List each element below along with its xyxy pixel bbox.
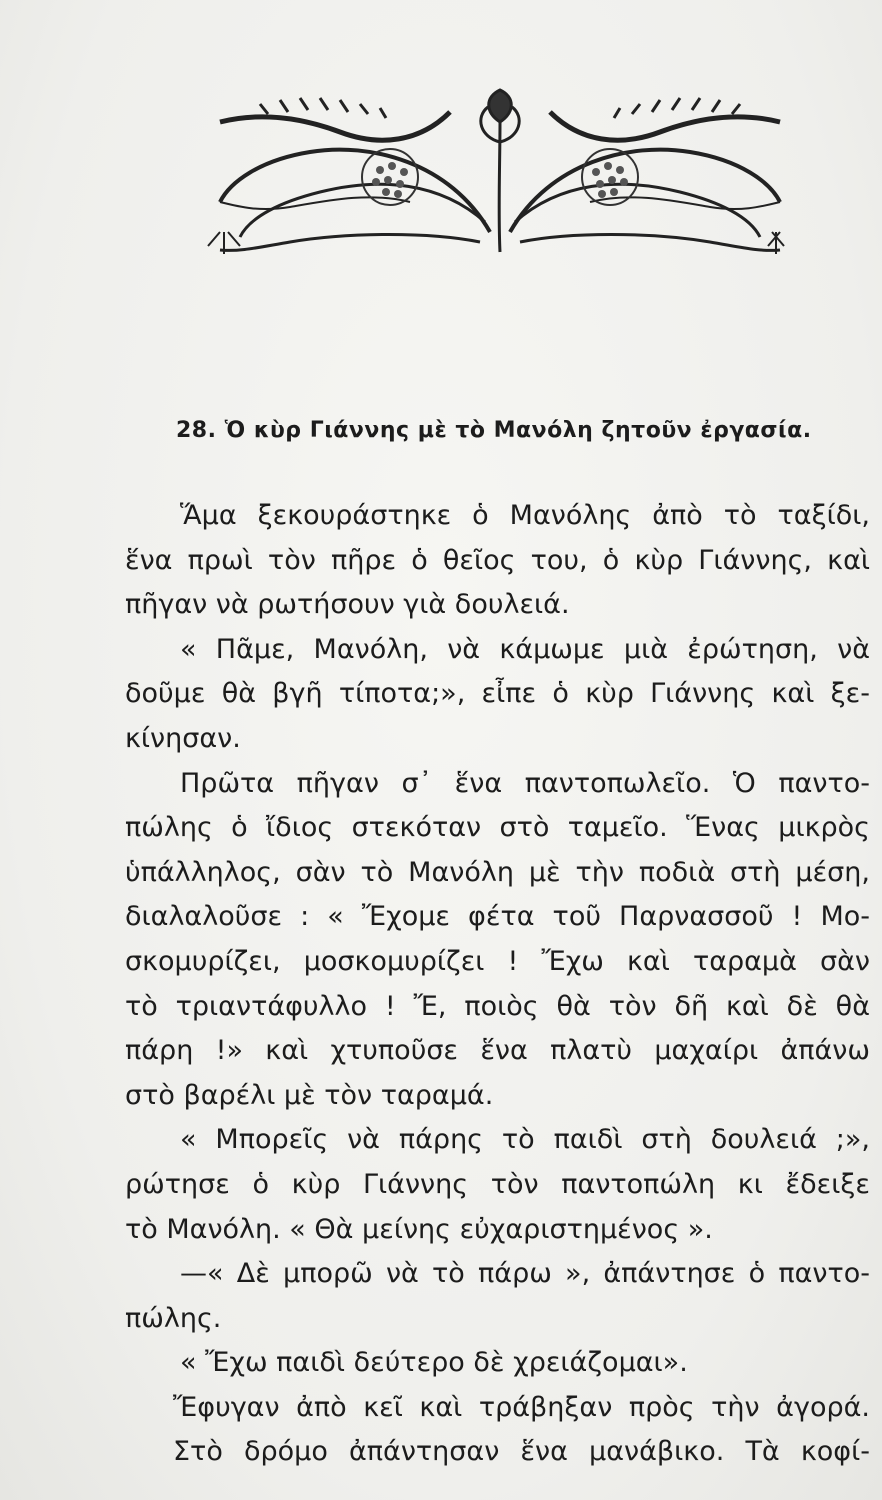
ornamental-headpiece [200, 82, 800, 272]
text-line: δοῦμε θὰ βγῆ τίποτα;», εἶπε ὁ κὺρ Γιάννης καὶ ξε- [125, 678, 870, 710]
text-line: διαλαλοῦσε : « Ἔχομε φέτα τοῦ Παρνασσοῦ ! Μο- [125, 901, 870, 933]
text-line: Ἔφυγαν ἀπὸ κεῖ καὶ τράβηξαν πρὸς τὴν ἀγορά. [173, 1391, 870, 1423]
text-line: πώλης ὁ ἴδιος στεκόταν στὸ ταμεῖο. Ἕνας μικρὸς [125, 812, 870, 844]
text-line: ὑπάλληλος, σὰν τὸ Μανόλη μὲ τὴν ποδιὰ στὴ μέση, [125, 856, 870, 888]
text-line: τὸ Μανόλη. « Θὰ μείνης εὐχαριστημένος ». [125, 1213, 713, 1245]
text-line: « Μπορεῖς νὰ πάρης τὸ παιδὶ στὴ δουλειά ;», [180, 1124, 870, 1156]
section-heading: 28. Ὁ κὺρ Γιάννης μὲ τὸ Μανόλη ζητοῦν ἐργασία. [176, 418, 812, 443]
text-line: —« Δὲ μπορῶ νὰ τὸ πάρω », ἀπάντησε ὁ παντο- [180, 1258, 870, 1290]
text-line: Στὸ δρόμο ἀπάντησαν ἕνα μανάβικο. Τὰ κοφί- [173, 1436, 870, 1468]
text-line: πώλης. [125, 1302, 222, 1334]
text-line: Πρῶτα πῆγαν σ᾽ ἕνα παντοπωλεῖο. Ὁ παντο- [180, 767, 870, 799]
text-line: « Ἔχω παιδὶ δεύτερο δὲ χρειάζομαι». [180, 1347, 688, 1379]
text-line: στὸ βαρέλι μὲ τὸν ταραμά. [125, 1079, 494, 1111]
text-line: πῆγαν νὰ ρωτήσουν γιὰ δουλειά. [125, 589, 570, 621]
text-line: ἕνα πρωὶ τὸν πῆρε ὁ θεῖος του, ὁ κὺρ Γιάννης, καὶ [125, 544, 870, 576]
text-line: κίνησαν. [125, 722, 241, 754]
text-line: πάρη !» καὶ χτυποῦσε ἕνα πλατὺ μαχαίρι ἀπάνω [125, 1035, 870, 1067]
text-line: Ἅμα ξεκουράστηκε ὁ Μανόλης ἀπὸ τὸ ταξίδι, [180, 500, 870, 531]
text-line: « Πᾶμε, Μανόλη, νὰ κάμωμε μιὰ ἐρώτηση, νὰ [180, 633, 870, 665]
text-line: τὸ τριαντάφυλλο ! Ἔ, ποιὸς θὰ τὸν δῆ καὶ δὲ θὰ [125, 990, 870, 1022]
text-line: σκομυρίζει, μοσκομυρίζει ! Ἔχω καὶ ταραμὰ σὰν [125, 945, 870, 977]
text-line: ρώτησε ὁ κὺρ Γιάννης τὸν παντοπώλη κι ἔδειξε [125, 1168, 870, 1200]
body-text [125, 494, 870, 1475]
